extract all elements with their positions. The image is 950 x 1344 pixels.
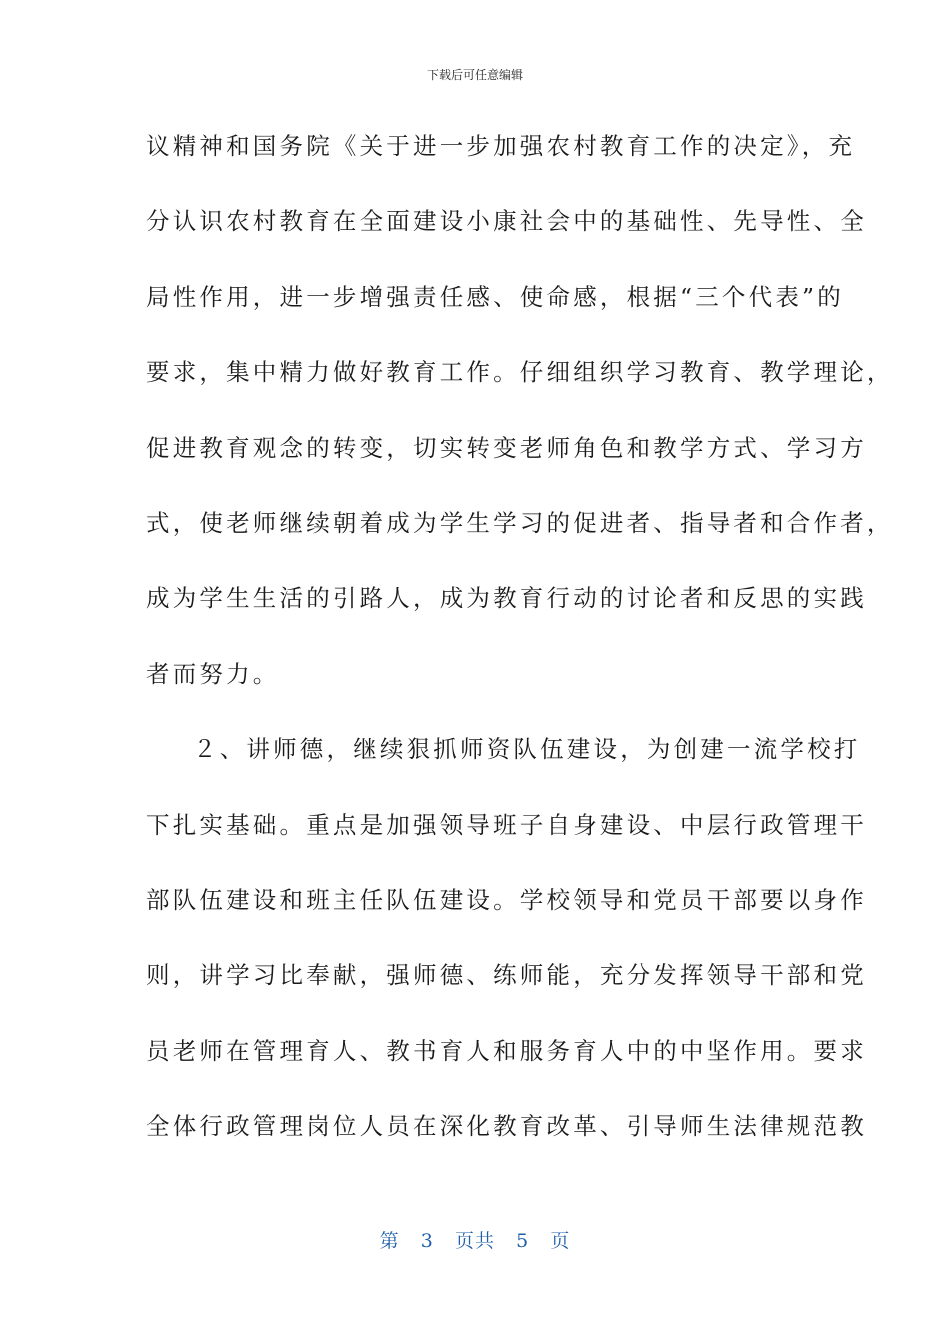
text-line: 议精神和国务院《关于进一步加强农村教育工作的决定》，充 xyxy=(146,132,856,160)
document-body xyxy=(146,126,894,1181)
page-label-suffix: 页 xyxy=(550,1230,571,1252)
text-line: 分认识农村教育在全面建设小康社会中的基础性、先导性、全 xyxy=(146,207,867,236)
text-line: 员老师在管理育人、教书育人和服务育人中的中坚作用。要求 xyxy=(146,1036,867,1065)
text-line: 成为学生生活的引路人，成为教育行动的讨论者和反思的实践 xyxy=(146,584,867,613)
text-line: 要求，集中精力做好教育工作。仔细组织学习教育、教学理论， xyxy=(146,358,894,387)
text-line: 部队伍建设和班主任队伍建设。学校领导和党员干部要以身作 xyxy=(146,885,867,914)
text-line: 局性作用，进一步增强责任感、使命感，根据“三个代表”的 xyxy=(146,282,844,311)
page-label-prefix: 第 xyxy=(379,1230,400,1252)
current-page-number: 3 xyxy=(420,1230,434,1252)
text-line-paragraph-start: ２、讲师德，继续狠抓师资队伍建设，为创建一流学校打 xyxy=(193,735,861,764)
text-line: 则，讲学习比奉献，强师德、练师能，充分发挥领导干部和党 xyxy=(146,961,867,990)
text-line: 式，使老师继续朝着成为学生学习的促进者、指导者和合作者， xyxy=(146,508,894,537)
total-pages-number: 5 xyxy=(516,1230,530,1252)
text-line: 促进教育观念的转变，切实转变老师角色和教学方式、学习方 xyxy=(146,433,867,462)
page-label-middle: 页共 xyxy=(454,1230,495,1252)
page-number-footer xyxy=(0,1226,950,1253)
page-header-note: 下载后可任意编辑 xyxy=(426,68,523,82)
text-line: 全体行政管理岗位人员在深化教育改革、引导师生法律规范教 xyxy=(146,1112,867,1141)
text-line: 下扎实基础。重点是加强领导班子自身建设、中层行政管理干 xyxy=(146,810,867,839)
text-line: 者而努力。 xyxy=(146,659,280,688)
